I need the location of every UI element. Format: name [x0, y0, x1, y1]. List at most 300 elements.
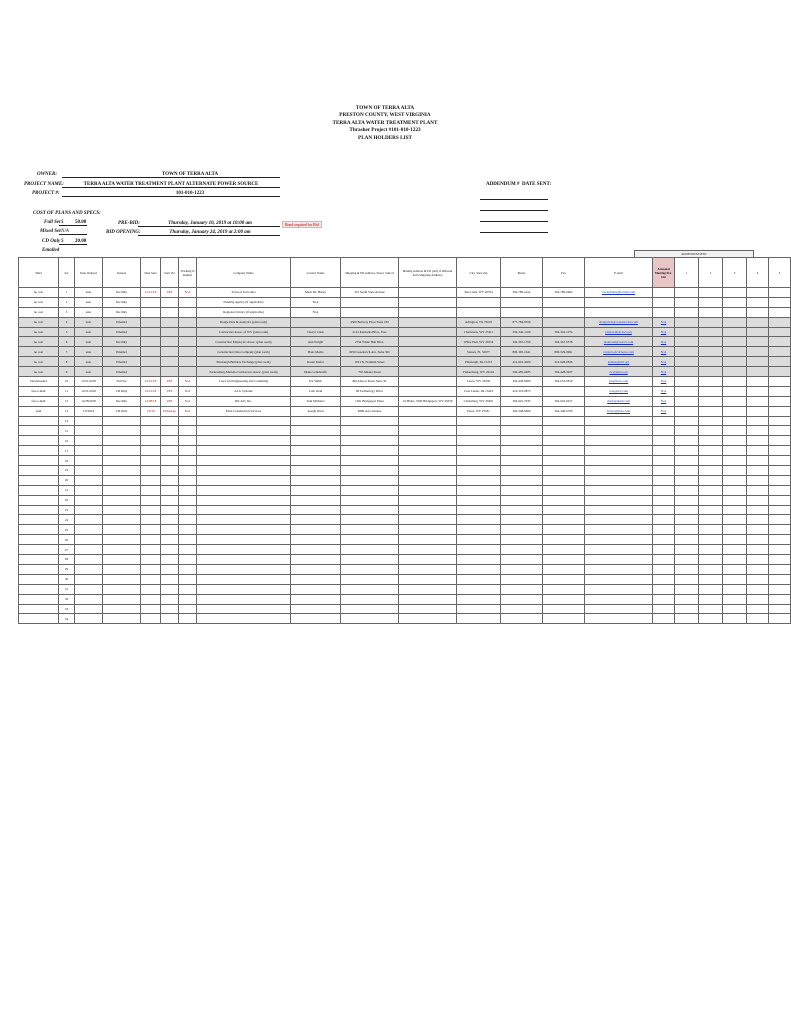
full-set-currency: $ [61, 220, 64, 225]
cell-email[interactable]: cole@acg.com [585, 386, 653, 396]
cell-empty [399, 604, 457, 614]
cell-empty [19, 584, 59, 594]
cell-set: 17 [59, 446, 75, 456]
cell-empty [653, 505, 675, 515]
cell-empty [341, 594, 399, 604]
cell-date: auto [75, 288, 103, 298]
cell-empty [75, 466, 103, 476]
cell-empty [341, 505, 399, 515]
cell-empty [699, 614, 723, 624]
cell-company: Dodge Data & Analytics (plan room) [197, 317, 291, 327]
cell-att[interactable]: N/A [653, 396, 675, 406]
cell-empty [75, 416, 103, 426]
cell-empty [699, 446, 723, 456]
cell-addendum [723, 327, 747, 337]
cell-empty [747, 545, 769, 555]
cell-empty [75, 446, 103, 456]
table-row [19, 604, 791, 614]
cell-sent: 12/21/18 [141, 377, 161, 387]
cell-set: 19 [59, 466, 75, 476]
table-row [19, 386, 791, 396]
cell-empty [543, 594, 585, 604]
cell-empty [291, 456, 341, 466]
cell-empty [675, 584, 699, 594]
table-row [19, 367, 791, 377]
cell-addendum [723, 357, 747, 367]
cell-addendum [723, 386, 747, 396]
cell-track [179, 307, 197, 317]
cell-empty [501, 426, 543, 436]
cell-email[interactable]: planroom@cawv.org [585, 327, 653, 337]
col-version: Version [103, 258, 141, 288]
cell-company: Town of Terra Alta [197, 288, 291, 298]
cell-set: 22 [59, 495, 75, 505]
cell-fax: 304-367-0578 [543, 337, 585, 347]
table-row [19, 446, 791, 456]
cell-empty [161, 416, 179, 426]
cell-version: Ins Only [103, 297, 141, 307]
cell-empty [399, 485, 457, 495]
cell-empty [585, 416, 653, 426]
owner-underline [62, 177, 280, 178]
cell-att[interactable]: N/A [653, 337, 675, 347]
cell-addendum [699, 377, 723, 387]
cell-att[interactable]: N/A [653, 317, 675, 327]
cell-empty [747, 604, 769, 614]
cell-status: no cost [19, 297, 59, 307]
cell-addendum [723, 337, 747, 347]
cell-empty [161, 446, 179, 456]
table-header-row [19, 258, 791, 288]
cell-empty [723, 515, 747, 525]
mixed-set-underline [59, 234, 87, 235]
cell-addendum [699, 386, 723, 396]
cell-set: 18 [59, 456, 75, 466]
cell-set: 29 [59, 564, 75, 574]
cell-empty [19, 416, 59, 426]
table-row [19, 297, 791, 307]
cell-empty [653, 594, 675, 604]
cell-empty [543, 564, 585, 574]
cell-empty [723, 594, 747, 604]
cell-empty [653, 485, 675, 495]
cell-empty [653, 456, 675, 466]
cell-via: UPS [161, 288, 179, 298]
cell-city [457, 307, 501, 317]
cell-email[interactable]: pat@lowe.com [585, 377, 653, 387]
cell-att[interactable]: N/A [653, 406, 675, 416]
cell-empty [769, 535, 791, 545]
cell-empty [75, 515, 103, 525]
cell-empty [399, 564, 457, 574]
cell-set: 1 [59, 288, 75, 298]
cell-contact: Pat Smith [291, 377, 341, 387]
cell-empty [699, 436, 723, 446]
cell-empty [103, 416, 141, 426]
cell-empty [75, 475, 103, 485]
cell-empty [585, 604, 653, 614]
cell-empty [585, 515, 653, 525]
cell-contact: Ann Wright [291, 337, 341, 347]
cell-sent [141, 357, 161, 367]
cell-empty [675, 525, 699, 535]
cell-empty [501, 584, 543, 594]
col-email: E-mail [585, 258, 653, 288]
cell-empty [291, 446, 341, 456]
cell-version: Ins Only [103, 337, 141, 347]
cell-empty [291, 535, 341, 545]
cell-version: Emailed [103, 357, 141, 367]
cell-empty [291, 574, 341, 584]
col-addendum-1: 1 [675, 258, 699, 288]
cell-empty [769, 475, 791, 485]
cell-mail [399, 327, 457, 337]
cell-date: auto [75, 307, 103, 317]
table-row [19, 515, 791, 525]
cell-empty [699, 594, 723, 604]
addendum-label: ADDENDUM # [486, 182, 520, 187]
cell-email[interactable]: rkarb@rkarb.com [585, 396, 653, 406]
cell-empty [699, 456, 723, 466]
table-row [19, 545, 791, 555]
cell-company: Construction Data Company (plan room) [197, 347, 291, 357]
cell-empty [341, 475, 399, 485]
project-no-label: PROJECT #: [32, 191, 60, 196]
cell-ship [341, 297, 399, 307]
cell-empty [399, 584, 457, 594]
cell-empty [103, 485, 141, 495]
cell-empty [341, 545, 399, 555]
cell-set: 4 [59, 317, 75, 327]
cell-empty [291, 466, 341, 476]
cell-email[interactable]: kamen@pbx.org [585, 357, 653, 367]
cell-track [179, 317, 197, 327]
cell-empty [197, 584, 291, 594]
cell-empty [675, 505, 699, 515]
cell-date: 12/28/2018 [75, 396, 103, 406]
cell-empty [653, 555, 675, 565]
cell-empty [19, 466, 59, 476]
table-row [19, 574, 791, 584]
cell-empty [399, 475, 457, 485]
cell-empty [197, 604, 291, 614]
cell-empty [179, 416, 197, 426]
table-row [19, 594, 791, 604]
cell-empty [341, 584, 399, 594]
cell-empty [179, 604, 197, 614]
cell-empty [399, 545, 457, 555]
cell-empty [699, 525, 723, 535]
cell-empty [341, 574, 399, 584]
table-row [19, 456, 791, 466]
cell-track: N/A [179, 396, 197, 406]
table-row [19, 317, 791, 327]
cell-empty [141, 495, 161, 505]
cell-email[interactable]: dodge.bids@construction.com [585, 317, 653, 327]
cell-empty [291, 555, 341, 565]
cell-empty [747, 505, 769, 515]
cell-empty [699, 555, 723, 565]
cell-empty [585, 574, 653, 584]
cell-empty [543, 614, 585, 624]
cell-fax [543, 386, 585, 396]
cell-empty [197, 505, 291, 515]
cell-addendum [747, 297, 769, 307]
cell-empty [723, 485, 747, 495]
cell-empty [769, 446, 791, 456]
cell-empty [75, 535, 103, 545]
cell-track: N/A [179, 406, 197, 416]
cell-empty [501, 525, 543, 535]
cell-empty [179, 456, 197, 466]
cell-email[interactable]: rlc@pmca.org [585, 367, 653, 377]
cell-mail [399, 357, 457, 367]
cell-empty [197, 436, 291, 446]
project-name-underline [62, 187, 280, 188]
table-row [19, 377, 791, 387]
cell-empty [543, 456, 585, 466]
cell-empty [19, 545, 59, 555]
cell-email[interactable]: townoftalta@frontier.com [585, 288, 653, 298]
cell-empty [75, 485, 103, 495]
cell-empty [141, 515, 161, 525]
cell-empty [161, 555, 179, 565]
cell-contact: N/A [291, 297, 341, 307]
cell-empty [291, 485, 341, 495]
cell-empty [747, 525, 769, 535]
cell-att[interactable]: N/A [653, 357, 675, 367]
cell-track [179, 337, 197, 347]
cell-empty [457, 515, 501, 525]
cell-addendum [747, 347, 769, 357]
cell-addendum [769, 377, 791, 387]
cell-track [179, 297, 197, 307]
cell-company: Construction Employers Assoc. (plan room) [197, 337, 291, 347]
cell-empty [585, 564, 653, 574]
cell-via [161, 347, 179, 357]
cell-empty [699, 475, 723, 485]
cell-ship: 4300 Beltway Place Suite 180 [341, 317, 399, 327]
cell-email[interactable]: bware@plata.com [585, 406, 653, 416]
col-addendum-2: 2 [699, 258, 723, 288]
cell-empty [653, 436, 675, 446]
cell-empty [457, 594, 501, 604]
cell-contact: Karen Kiefer [291, 357, 341, 367]
full-set-label: Full Set [44, 220, 61, 225]
cell-set: 27 [59, 545, 75, 555]
cell-empty [161, 436, 179, 446]
cell-company: Funding Agency (if applicable) [197, 297, 291, 307]
cell-empty [543, 505, 585, 515]
cell-empty [699, 515, 723, 525]
cell-status: no cost [19, 357, 59, 367]
cell-phone: 412-319-0875 [501, 386, 543, 396]
cell-addendum [723, 377, 747, 387]
cell-addendum [747, 396, 769, 406]
cell-email[interactable]: planroom@ceawv.com [585, 337, 653, 347]
cell-status: no cost [19, 327, 59, 337]
cell-empty [341, 525, 399, 535]
bid-opening-underline [138, 235, 280, 236]
cell-set: 30 [59, 574, 75, 584]
cell-empty [179, 535, 197, 545]
cell-empty [543, 584, 585, 594]
cell-empty [501, 436, 543, 446]
cell-addendum [699, 347, 723, 357]
cell-empty [141, 456, 161, 466]
cell-empty [675, 614, 699, 624]
cell-set: 3 [59, 307, 75, 317]
cell-phone: 304-485-6485 [501, 367, 543, 377]
cell-track [179, 367, 197, 377]
cell-empty [19, 555, 59, 565]
cell-empty [699, 426, 723, 436]
cell-empty [291, 495, 341, 505]
cell-addendum [675, 396, 699, 406]
cell-addendum [747, 307, 769, 317]
cell-empty [699, 466, 723, 476]
cell-sent [141, 307, 161, 317]
cell-empty [341, 495, 399, 505]
cell-mail [399, 317, 457, 327]
costs-heading: COST OF PLANS AND SPECS: [33, 211, 101, 216]
cell-date: 12/21/2018 [75, 386, 103, 396]
cell-empty [197, 594, 291, 604]
cell-empty [747, 456, 769, 466]
cell-empty [747, 485, 769, 495]
cell-empty [291, 545, 341, 555]
cell-empty [103, 604, 141, 614]
cell-addendum [723, 317, 747, 327]
cell-contact [291, 317, 341, 327]
cell-empty [103, 426, 141, 436]
cd-only-value: 20.00 [75, 239, 87, 244]
cell-set: 9 [59, 367, 75, 377]
cell-phone: 304-342-1166 [501, 327, 543, 337]
cell-mail [399, 288, 457, 298]
cell-city: Lewis, WV 26350 [457, 377, 501, 387]
cell-att[interactable]: N/A [653, 367, 675, 377]
full-set-value: 50.00 [75, 220, 87, 225]
cell-empty [103, 535, 141, 545]
cell-empty [747, 426, 769, 436]
cell-phone: 304-348-6000 [501, 406, 543, 416]
cell-empty [103, 475, 141, 485]
bid-opening-value: Thursday, January 24, 2019 at 2:00 am [169, 230, 251, 235]
cell-att[interactable]: N/A [653, 377, 675, 387]
cell-phone: 304-367-1766 [501, 337, 543, 347]
cell-empty [291, 614, 341, 624]
cell-empty [161, 485, 179, 495]
cell-empty [457, 495, 501, 505]
prebid-underline [138, 226, 280, 227]
cell-empty [723, 535, 747, 545]
cell-addendum [699, 317, 723, 327]
cell-empty [543, 416, 585, 426]
cell-empty [19, 614, 59, 624]
cell-empty [585, 466, 653, 476]
cell-empty [769, 456, 791, 466]
cell-empty [457, 574, 501, 584]
cell-ship: 2114 Kanawha Blvd., East [341, 327, 399, 337]
cell-empty [179, 426, 197, 436]
cell-phone [501, 297, 543, 307]
cell-via [161, 297, 179, 307]
cell-via: UPS [161, 396, 179, 406]
cell-empty [19, 574, 59, 584]
cell-addendum [769, 317, 791, 327]
cell-empty [501, 604, 543, 614]
cell-contact: Cheryl Clark [291, 327, 341, 337]
cell-ship: 1813 N. Franklin Street [341, 357, 399, 367]
cell-att[interactable]: N/A [653, 327, 675, 337]
cell-sent: 12/21/18 [141, 386, 161, 396]
cell-empty [399, 614, 457, 624]
table-row [19, 327, 791, 337]
cell-empty [723, 614, 747, 624]
cell-set: 10 [59, 377, 75, 387]
cell-empty [699, 574, 723, 584]
cell-empty [103, 545, 141, 555]
cell-track: N/A [179, 377, 197, 387]
addendum-line [480, 199, 548, 200]
bid-opening-label: BID OPENING: [106, 230, 141, 235]
cell-att[interactable]: N/A [653, 347, 675, 357]
cell-ship: 2794 White Hall Blvd. [341, 337, 399, 347]
cell-empty [19, 485, 59, 495]
cell-empty [399, 574, 457, 584]
cell-empty [675, 436, 699, 446]
cell-fax: 304-428-3027 [543, 367, 585, 377]
cell-empty [699, 564, 723, 574]
col-shipping: Shipping & PO Address, Street, Suite # [341, 258, 399, 288]
cell-date: 12/21/2018 [75, 377, 103, 387]
cell-empty [179, 574, 197, 584]
cell-empty [161, 515, 179, 525]
table-row [19, 475, 791, 485]
cell-addendum [747, 406, 769, 416]
cell-date: auto [75, 317, 103, 327]
cell-track [179, 327, 197, 337]
col-sent-via: Sent Via [161, 258, 179, 288]
cell-date: 1/9/2019 [75, 406, 103, 416]
cell-empty [501, 594, 543, 604]
cell-mail [399, 337, 457, 347]
cell-empty [585, 485, 653, 495]
cell-via [161, 317, 179, 327]
cell-version: Ins Only [103, 396, 141, 406]
cell-empty [103, 584, 141, 594]
col-date-sent: Date Sent [141, 258, 161, 288]
cell-addendum [675, 317, 699, 327]
cell-empty [653, 416, 675, 426]
cell-empty [723, 574, 747, 584]
cell-empty [197, 426, 291, 436]
cell-empty [141, 604, 161, 614]
cell-empty [457, 436, 501, 446]
cell-empty [19, 436, 59, 446]
cell-fax: 304-348-0700 [543, 406, 585, 416]
cell-att[interactable]: N/A [653, 386, 675, 396]
cell-empty [747, 416, 769, 426]
cell-ship: 4866 Acto Avenue [341, 406, 399, 416]
cell-sent: 1/9/19 [141, 406, 161, 416]
cell-set: 11 [59, 386, 75, 396]
cell-empty [501, 466, 543, 476]
cell-email[interactable]: contacts@cdcnews.com [585, 347, 653, 357]
cell-empty [675, 594, 699, 604]
table-row [19, 564, 791, 574]
